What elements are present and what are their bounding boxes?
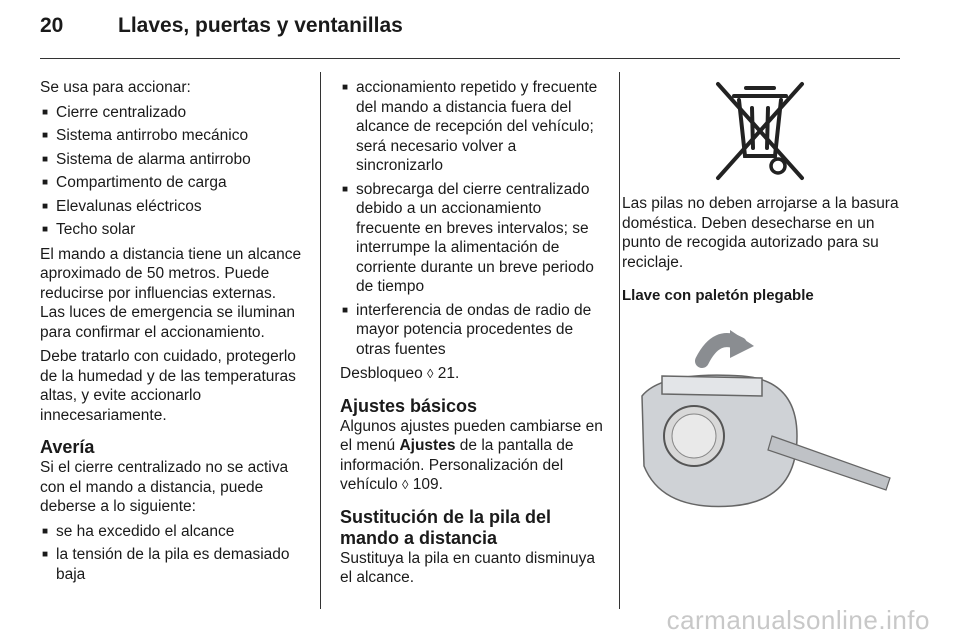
list-item: ■ Techo solar xyxy=(40,220,304,240)
list-item: ■ interferencia de ondas de radio de mayor potencia procedentes de otras fuentes xyxy=(340,301,604,360)
page-header xyxy=(40,14,920,52)
basic-settings-heading: Ajustes básicos xyxy=(340,395,478,416)
basic-settings-paragraph xyxy=(340,417,604,495)
fault-intro: Si el cierre centralizado no se activa con el mando a distancia, puede deberse a lo siguiente: xyxy=(40,459,289,515)
list-item: ■ Elevalunas eléctricos xyxy=(40,197,304,217)
list-item: ■ Compartimento de carga xyxy=(40,173,304,193)
list-item: ■ se ha excedido el alcance xyxy=(40,522,304,542)
basic-text-post: de la pantalla de información. Personalización del vehículo xyxy=(340,437,574,493)
basic-ref-page: 109. xyxy=(412,476,443,493)
list-item: ■ accionamiento repetido y frecuente del mando a distancia fuera del alcance de recepción del vehículo; será necesario volver a sincronizarlo xyxy=(340,78,604,176)
care-paragraph: Debe tratarlo con cuidado, protegerlo de la humedad y de las temperaturas altas, y evite accionarlo innecesariamente. xyxy=(40,348,296,424)
uses-intro: Se usa para accionar: xyxy=(40,79,191,96)
fault-heading: Avería xyxy=(40,437,95,457)
unlock-reference xyxy=(340,364,604,384)
list-item: ■ la tensión de la pila es demasiado baja xyxy=(40,545,304,584)
list-item: ■ sobrecarga del cierre centralizado debido a un accionamiento frecuente en breves intervalos; se interrumpe la alimentación de corriente durante un breve periodo de tiempo xyxy=(340,180,604,297)
header-rule xyxy=(40,58,900,59)
chapter-title: Llaves, puertas y ventanillas xyxy=(118,14,403,37)
column-1 xyxy=(40,78,304,589)
column-divider-1 xyxy=(320,72,321,609)
page-ref-arrow-icon: ◊ xyxy=(402,477,409,492)
uses-list xyxy=(40,103,304,240)
column-divider-2 xyxy=(619,72,620,609)
basic-text-pre: Algunos ajustes pueden cambiarse en el menú xyxy=(340,417,603,454)
unlock-ref-page: 21. xyxy=(437,365,460,382)
page-ref-arrow-icon: ◊ xyxy=(427,366,434,381)
crossed-bin-icon xyxy=(712,78,808,184)
battery-heading: Sustitución de la pila del mando a distancia xyxy=(340,506,552,548)
disposal-paragraph: Las pilas no deben arrojarse a la basura doméstica. Deben desecharse en un punto de recogida autorizado para su reciclaje. xyxy=(622,195,899,271)
list-item: ■ Sistema de alarma antirrobo xyxy=(40,150,304,170)
battery-paragraph: Sustituya la pila en cuanto disminuya el alcance. xyxy=(340,549,596,586)
unlock-ref-label: Desbloqueo xyxy=(340,365,423,382)
list-item: ■ Cierre centralizado xyxy=(40,103,304,123)
menu-name: Ajustes xyxy=(399,437,456,454)
list-item: ■ Sistema antirrobo mecánico xyxy=(40,126,304,146)
range-paragraph: El mando a distancia tiene un alcance aproximado de 50 metros. Puede reducirse por influencias externas. Las luces de emergencia se iluminan para confirmar el accionamiento. xyxy=(40,245,302,341)
fault-causes-list xyxy=(40,522,304,585)
key-battery-illustration xyxy=(622,316,902,526)
column-3 xyxy=(622,78,902,526)
page-number: 20 xyxy=(40,14,64,37)
watermark-text: carmanualsonline.info xyxy=(666,605,930,635)
key-heading: Llave con paletón plegable xyxy=(622,287,814,304)
more-causes-list xyxy=(340,78,604,359)
column-2 xyxy=(340,78,604,593)
